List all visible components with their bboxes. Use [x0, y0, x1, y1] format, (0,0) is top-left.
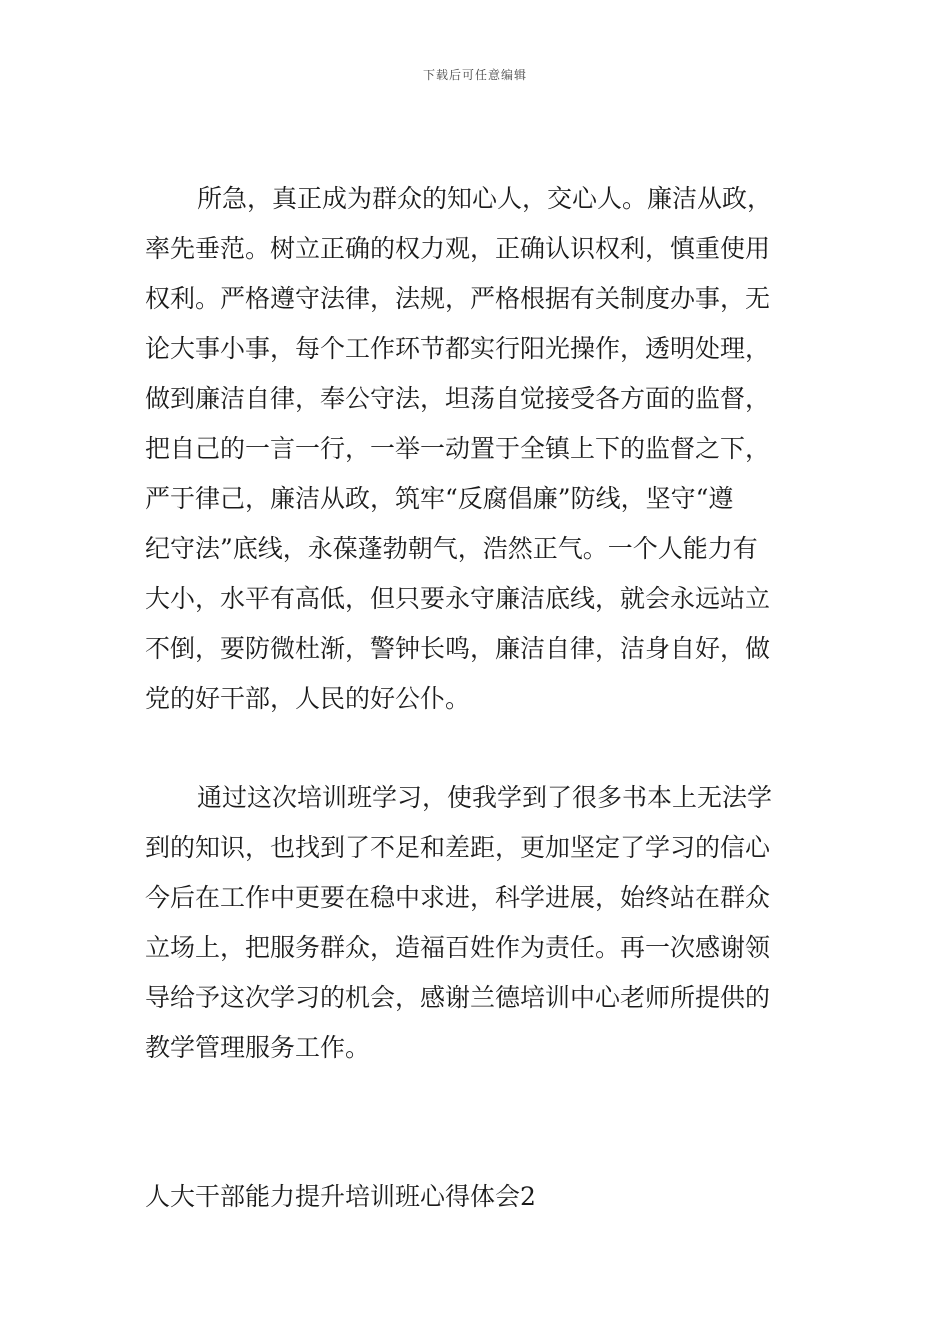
paragraph-line: 不倒，要防微杜渐，警钟长鸣，廉洁自律，洁身自好，做 — [145, 634, 771, 663]
paragraph-line: 权利。严格遵守法律，法规，严格根据有关制度办事，无 — [145, 284, 771, 313]
paragraph-line: 到的知识，也找到了不足和差距，更加坚定了学习的信心 — [145, 833, 771, 862]
paragraph-2 — [145, 773, 810, 1073]
paragraph-1 — [145, 174, 810, 724]
paragraph-line: 率先垂范。树立正确的权力观，正确认识权利，慎重使用 — [145, 234, 771, 263]
paragraph-line: 把自己的一言一行，一举一动置于全镇上下的监督之下， — [145, 434, 771, 463]
paragraph-line: 通过这次培训班学习，使我学到了很多书本上无法学 — [197, 783, 773, 812]
paragraph-line: 导给予这次学习的机会，感谢兰德培训中心老师所提供的 — [145, 983, 771, 1012]
paragraph-line: 论大事小事，每个工作环节都实行阳光操作，透明处理， — [145, 334, 771, 363]
paragraph-line: 教学管理服务工作。 — [145, 1033, 371, 1062]
page-header-note: 下载后可任意编辑 — [422, 68, 527, 82]
paragraph-line: 做到廉洁自律，奉公守法，坦荡自觉接受各方面的监督， — [145, 384, 771, 413]
paragraph-line: 立场上，把服务群众，造福百姓作为责任。再一次感谢领 — [145, 933, 771, 962]
paragraph-line: 党的好干部，人民的好公仆。 — [145, 684, 471, 713]
paragraph-line: 大小，水平有高低，但只要永守廉洁底线，就会永远站立 — [145, 584, 771, 613]
paragraph-line: 所急，真正成为群众的知心人，交心人。廉洁从政， — [197, 184, 773, 213]
section-heading: 人大干部能力提升培训班心得体会2 — [145, 1182, 536, 1211]
paragraph-line: 纪守法”底线，永葆蓬勃朝气，浩然正气。一个人能力有 — [145, 534, 758, 563]
paragraph-line: 严于律己，廉洁从政，筑牢“反腐倡廉”防线，坚守“遵 — [145, 484, 734, 513]
paragraph-line: 今后在工作中更要在稳中求进，科学进展，始终站在群众 — [145, 883, 771, 912]
